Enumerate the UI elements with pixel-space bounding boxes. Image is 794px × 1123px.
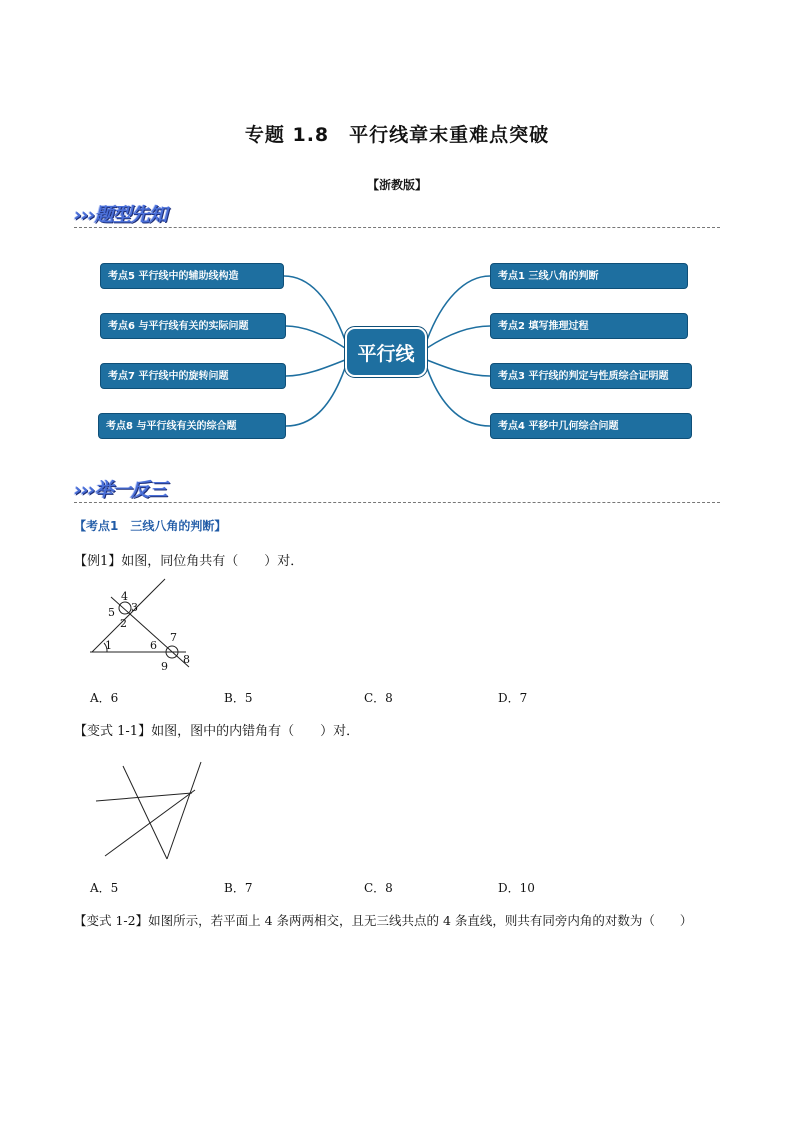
mindmap-node-kp6: 考点6 与平行线有关的实际问题 [100, 313, 286, 339]
edition-label: 【浙教版】 [366, 178, 427, 192]
mindmap-node-kp4: 考点4 平移中几何综合问题 [490, 413, 692, 439]
option-b[interactable]: B．5 [224, 691, 253, 705]
angle-label: 1 [105, 639, 112, 652]
page-title: 专题 1.8 平行线章末重难点突破 [244, 124, 550, 146]
section-heading: 【考点1 三线八角的判断】 [74, 519, 227, 533]
example-1-stem: 【例1】如图，同位角共有（ ）对． [74, 554, 304, 569]
mindmap-node-kp8: 考点8 与平行线有关的综合题 [98, 413, 286, 439]
angle-label: 7 [170, 631, 177, 644]
option-a[interactable]: A．5 [90, 881, 119, 895]
option-b[interactable]: B．7 [224, 881, 253, 895]
example-1-figure [85, 578, 200, 670]
mindmap-connectors [0, 0, 794, 460]
mindmap-node-kp1: 考点1 三线八角的判断 [490, 263, 688, 289]
connector-left-2 [286, 326, 345, 348]
connector-left-4 [286, 368, 345, 426]
connector-right-4 [427, 368, 490, 426]
angle-label: 2 [120, 617, 127, 630]
divider [74, 502, 720, 503]
section-banner-practice: ›››举一反三 [74, 479, 167, 501]
angle-label: 6 [150, 639, 157, 652]
mindmap-node-kp3: 考点3 平行线的判定与性质综合证明题 [490, 363, 692, 389]
angle-label: 4 [121, 590, 128, 603]
option-d[interactable]: D．10 [498, 881, 535, 895]
angle-label: 8 [183, 653, 190, 666]
option-c[interactable]: C．8 [364, 881, 393, 895]
variant-1-2-stem: 【变式 1-2】如图所示，若平面上 4 条两两相交，且无三线共点的 4 条直线，则共有同旁内角的对数为（ ） [74, 913, 693, 928]
connector-right-3 [427, 360, 490, 376]
option-d[interactable]: D．7 [498, 691, 528, 705]
mindmap-node-kp2: 考点2 填写推理过程 [490, 313, 688, 339]
section-banner-preview: ›››题型先知 [74, 204, 167, 226]
connector-left-1 [284, 276, 345, 340]
mindmap-node-kp5: 考点5 平行线中的辅助线构造 [100, 263, 284, 289]
connector-right-2 [427, 326, 490, 348]
mindmap-center: 平行线 [345, 327, 427, 377]
variant-1-1-figure [92, 758, 212, 862]
connector-right-1 [427, 276, 490, 340]
connector-left-3 [286, 360, 345, 376]
option-c[interactable]: C．8 [364, 691, 393, 705]
option-a[interactable]: A．6 [90, 691, 119, 705]
mindmap-node-kp7: 考点7 平行线中的旋转问题 [100, 363, 286, 389]
angle-label: 3 [131, 601, 138, 614]
angle-label: 9 [161, 660, 168, 670]
variant-1-1-stem: 【变式 1-1】如图，图中的内错角有（ ）对． [74, 724, 360, 739]
angle-label: 5 [108, 606, 115, 619]
